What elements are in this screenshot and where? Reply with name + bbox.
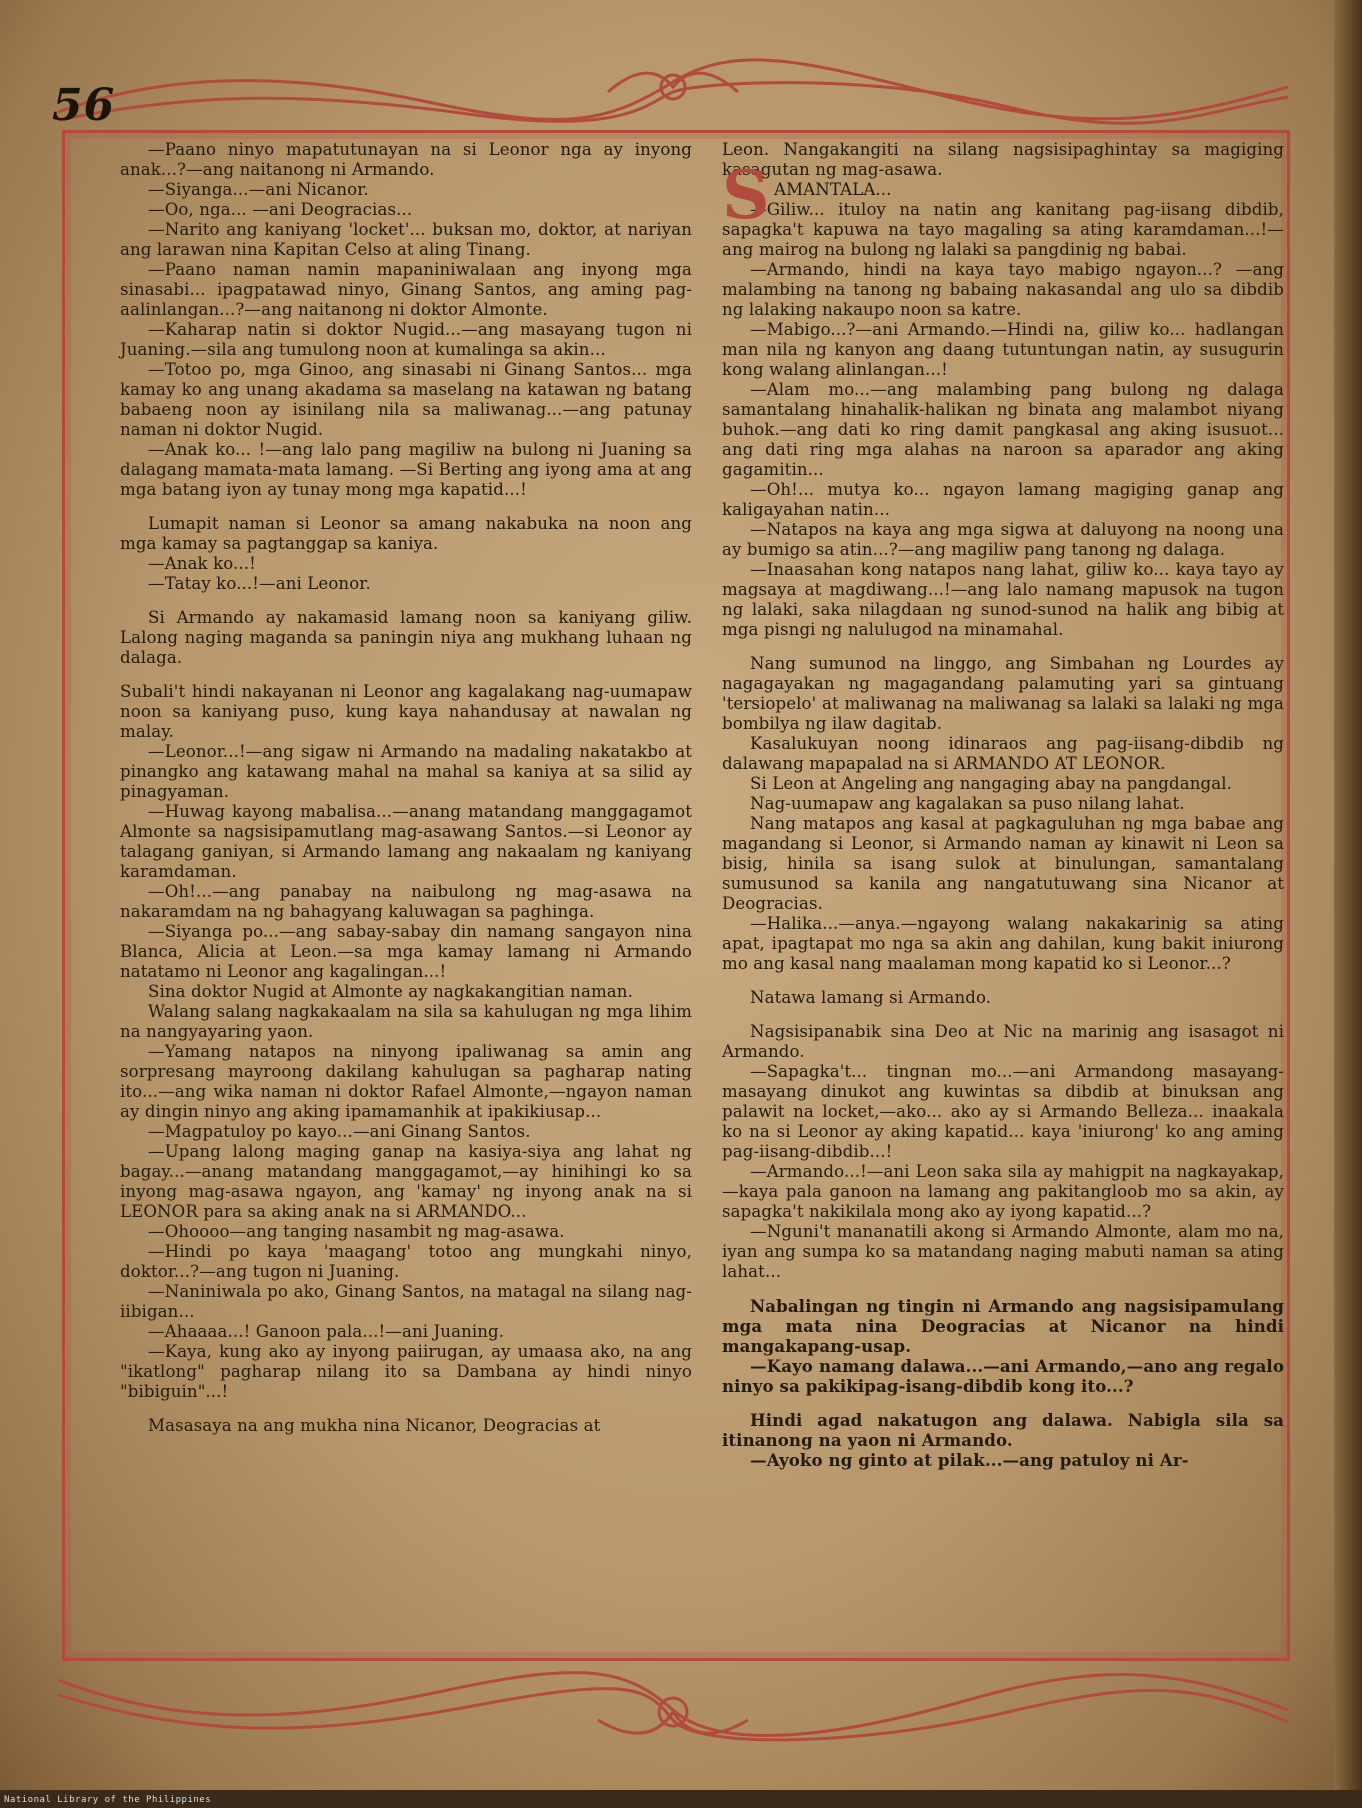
paragraph: Nang matapos ang kasal at pagkaguluhan ng mga babae ang magandang si Leonor, si Armando naman ay kinawit ni Leon sa bisig, hinila sa isang sulok at binulungan, samantalang sumusunod sa kanila ang nangatutuwang sina Nicanor at Deogracias. — [722, 814, 1284, 913]
paragraph: —Siyanga po...—ang sabay-sabay din namang sangayon nina Blanca, Alicia at Leon.—sa mga kamay lamang ni Armando natatamo ni Leonor ang kagalingan...! — [120, 922, 692, 981]
paragraph: —Kaya, kung ako ay inyong paiirugan, ay umaasa ako, na ang "ikatlong" pagharap nilang ito sa Dambana ay hindi ninyo "bibiguin"...! — [120, 1342, 692, 1401]
paragraph: Nang sumunod na linggo, ang Simbahan ng Lourdes ay nagagayakan ng magagandang palamuting yari sa gintuang 'tersiopelo' at maliwanag na maliwanag sa lalaki sa lalaki ng mga bombilya ng ilaw dagitab. — [722, 654, 1284, 733]
paragraph: —Giliw... ituloy na natin ang kanitang pag-iisang dibdib, sapagka't kapuwa na tayo magaling sa ating karamdaman...!—ang mairog na bulong ng lalaki sa pangdinig ng babai. — [722, 200, 1284, 259]
section-opening-text: AMANTALA... — [774, 180, 892, 199]
paragraph: Si Armando ay nakamasid lamang noon sa kaniyang giliw. Lalong naging maganda sa paningin niya ang mukhang luhaan ng dalaga. — [120, 608, 692, 667]
paragraph: Lumapit naman si Leonor sa amang nakabuka na noon ang mga kamay sa pagtanggap sa kaniya. — [120, 514, 692, 553]
paragraph: Nagsisipanabik sina Deo at Nic na marinig ang isasagot ni Armando. — [722, 1022, 1284, 1061]
paragraph: —Anak ko... !—ang lalo pang magiliw na bulong ni Juaning sa dalagang mamata-mata lamang. —Si Berting ang iyong ama at ang mga batang iyon ay tunay mong mga kapatid...! — [120, 440, 692, 499]
paragraph: —Halika...—anya.—ngayong walang nakakarinig sa ating apat, ipagtapat mo nga sa akin ang dahilan, kung bakit iniurong mo ang kasal nang maalaman mong kapatid ko si Leonor...? — [722, 914, 1284, 973]
paragraph: —Kaharap natin si doktor Nugid...—ang masayang tugon ni Juaning.—sila ang tumulong noon at kumalinga sa akin... — [120, 320, 692, 359]
paragraph: Hindi agad nakatugon ang dalawa. Nabigla sila sa itinanong na yaon ni Armando. — [722, 1410, 1284, 1450]
paragraph: —Naniniwala po ako, Ginang Santos, na matagal na silang nag-iibigan... — [120, 1282, 692, 1321]
paragraph: Si Leon at Angeling ang nangaging abay na pangdangal. — [750, 774, 1232, 793]
paragraph: —Yamang natapos na ninyong ipaliwanag sa amin ang sorpresang mayroong dakilang kahulugan sa pagharap nating ito...—ang wika naman ni doktor Rafael Almonte,—ngayon naman ay dingin ninyo ang aking ipamamanhik at ipakikiusap... — [120, 1042, 692, 1121]
paragraph: —Hindi po kaya 'maagang' totoo ang mungkahi ninyo, doktor...?—ang tugon ni Juaning. — [120, 1242, 692, 1281]
paragraph: Leon. Nangakangiti na silang nagsisipaghintay sa magiging kasagutan ng mag-asawa. — [722, 140, 1284, 179]
paragraph: Sina doktor Nugid at Almonte ay nagkakangitian naman. — [148, 982, 633, 1001]
paragraph: Masasaya na ang mukha nina Nicanor, Deogracias at — [148, 1416, 601, 1435]
paragraph: —Armando, hindi na kaya tayo mabigo ngayon...? —ang malambing na tanong ng babaing nakasandal ang ulo sa dibdib ng lalaking nakaupo noon sa katre. — [722, 260, 1284, 319]
paragraph: —Ahaaaa...! Ganoon pala...!—ani Juaning. — [148, 1322, 505, 1341]
paragraph: —Narito ang kaniyang 'locket'... buksan mo, doktor, at nariyan ang larawan nina Kapitan Celso at aling Tinang. — [120, 220, 692, 259]
paragraph: —Huwag kayong mabalisa...—anang matandang manggagamot Almonte sa nagsisipamutlang mag-asawang Santos.—si Leonor ay talagang ganiyan, si Armando lamang ang nakaalam ng kaniyang karamdaman. — [120, 802, 692, 881]
paragraph: —Anak ko...! — [148, 554, 256, 573]
paragraph: —Ayoko ng ginto at pilak...—ang patuloy ni Ar- — [750, 1450, 1189, 1470]
bottom-ornament — [48, 1650, 1298, 1750]
paragraph: Kasalukuyan noong idinaraos ang pag-iisang-dibdib ng dalawang mapapalad na si ARMANDO AT LEONOR. — [722, 734, 1284, 773]
paragraph: —Alam mo...—ang malambing pang bulong ng dalaga samantalang hinahalik-halikan ng binata ang malambot niyang buhok.—ang dati ko ring damit pangkasal ang aking isusuot... ang dati ring mga alahas na naroon sa aparador ang aking gagamitin... — [722, 380, 1284, 479]
page-number: 56 — [52, 80, 116, 131]
paragraph: Nabalingan ng tingin ni Armando ang nagsisipamulang mga mata nina Deogracias at Nicanor na hindi mangakapang-usap. — [722, 1296, 1284, 1356]
paragraph: —Armando...!—ani Leon saka sila ay mahigpit na nagkayakap,—kaya pala ganoon na lamang ang pakitangloob mo sa akin, ay sapagka't nakikilala mong ako ay iyong kapatid...? — [722, 1162, 1284, 1221]
paragraph: Nag-uumapaw ang kagalakan sa puso nilang lahat. — [750, 794, 1185, 813]
paragraph: —Paano ninyo mapatutunayan na si Leonor nga ay inyong anak...?—ang naitanong ni Armando. — [120, 140, 692, 179]
paragraph: —Oh!... mutya ko... ngayon lamang magiging ganap ang kaligayahan natin... — [722, 480, 1284, 519]
paragraph: —Totoo po, mga Ginoo, ang sinasabi ni Ginang Santos... mga kamay ko ang unang akadama sa maselang na katawan ng batang babaeng noon ay isinilang nila sa maliwanag...—ang patunay naman ni doktor Nugid. — [120, 360, 692, 439]
paragraph: —Leonor...!—ang sigaw ni Armando na madaling nakatakbo at pinangko ang katawang mahal na mahal sa kaniya at sa silid ay pinagyaman. — [120, 742, 692, 801]
paragraph: —Sapagka't... tingnan mo...—ani Armandong masayang-masayang dinukot ang kuwintas sa dibdib at binuksan ang palawit na locket,—ako... ako ay si Armando Belleza... inaakala ko na si Leonor ay aking kapatid... kaya 'iniurong' ko ang aming pag-iisang-dibdib...! — [722, 1062, 1284, 1161]
paragraph: —Nguni't mananatili akong si Armando Almonte, alam mo na, iyan ang sumpa ko sa matandang naging mabuti naman sa ating lahat... — [722, 1222, 1284, 1281]
paragraph: —Natapos na kaya ang mga sigwa at daluyong na noong una ay bumigo sa atin...?—ang magiliw pang tanong ng dalaga. — [722, 520, 1284, 559]
page-edge — [1334, 0, 1362, 1808]
drop-cap: S — [722, 156, 770, 234]
paragraph: —Siyanga...—ani Nicanor. — [148, 180, 369, 199]
top-ornament — [48, 52, 1298, 130]
paragraph: —Ohoooo—ang tanging nasambit ng mag-asawa. — [148, 1222, 565, 1241]
paragraph: —Paano naman namin mapaniniwalaan ang inyong mga sinasabi... ipagpatawad ninyo, Ginang Santos, ang aming pag-aalinlangan...?—ang naitanong ni doktor Almonte. — [120, 260, 692, 319]
paragraph: —Upang lalong maging ganap na kasiya-siya ang lahat ng bagay...—anang matandang manggagamot,—ay hinihingi ko sa inyong mag-asawa ngayon, ang 'kamay' ng inyong anak na si LEONOR para sa aking anak na si ARMANDO... — [120, 1142, 692, 1221]
left-column — [120, 140, 692, 1436]
paragraph: —Kayo namang dalawa...—ani Armando,—ano ang regalo ninyo sa pakikipag-isang-dibdib kong ito...? — [722, 1356, 1284, 1396]
paragraph: —Mabigo...?—ani Armando.—Hindi na, giliw ko... hadlangan man nila ng kanyon ang daang tutuntungan natin, ay susugurin kong walang alinlangan...! — [722, 320, 1284, 379]
paragraph: —Oh!...—ang panabay na naibulong ng mag-asawa na nakaramdam na ng bahagyang kaluwagan sa paghinga. — [120, 882, 692, 921]
right-column — [722, 140, 1284, 1470]
paragraph: —Magpatuloy po kayo...—ani Ginang Santos. — [148, 1122, 531, 1141]
paragraph: Subali't hindi nakayanan ni Leonor ang kagalakang nag-uumapaw noon sa kaniyang puso, kung kaya nahandusay at nawalan ng malay. — [120, 682, 692, 741]
paragraph: Natawa lamang si Armando. — [750, 988, 992, 1007]
library-credit: National Library of the Philippines — [4, 1795, 212, 1805]
paragraph: —Oo, nga... —ani Deogracias... — [148, 200, 413, 219]
paragraph: Walang salang nagkakaalam na sila sa kahulugan ng mga lihim na nangyayaring yaon. — [120, 1002, 692, 1041]
paragraph: —Tatay ko...!—ani Leonor. — [148, 574, 371, 593]
paragraph: —Inaasahan kong natapos nang lahat, giliw ko... kaya tayo ay magsaya at magdiwang...!—ang lalo namang mapusok na tugon ng lalaki, saka nilagdaan ng sunod-sunod na halik ang bibig at mga pisngi ng nalulugod na minamahal. — [722, 560, 1284, 639]
